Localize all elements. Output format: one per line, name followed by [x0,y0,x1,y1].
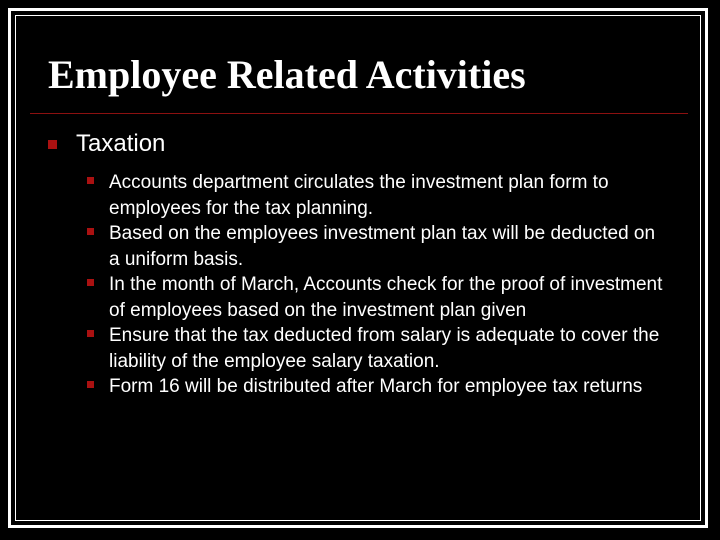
square-bullet-icon [87,279,94,286]
list-item [87,323,667,374]
list-item-text: In the month of March, Accounts check for the proof of investment of employees based on the investment plan given [109,274,663,321]
list-item-text: Ensure that the tax deducted from salary is adequate to cover the liability of the employee salary taxation. [109,325,660,372]
square-bullet-icon [87,177,94,184]
list-item-text: Accounts department circulates the investment plan form to employees for the tax planning. [109,172,609,219]
list-item [87,170,667,221]
list-item-text: Based on the employees investment plan tax will be deducted on a uniform basis. [109,223,656,270]
list-item [87,221,667,272]
bullet-list [48,128,688,160]
slide-title: Employee Related Activities [48,52,526,97]
list-item-label: Taxation [76,130,166,157]
sub-bullet-list [87,170,667,400]
list-item [87,272,667,323]
square-bullet-icon [87,330,94,337]
square-bullet-icon [87,228,94,235]
square-bullet-icon [87,381,94,388]
list-item-text: Form 16 will be distributed after March for employee tax returns [109,376,643,397]
title-divider [30,113,688,114]
square-bullet-icon [48,140,57,149]
list-item [87,374,667,400]
list-item-taxation [48,128,688,160]
